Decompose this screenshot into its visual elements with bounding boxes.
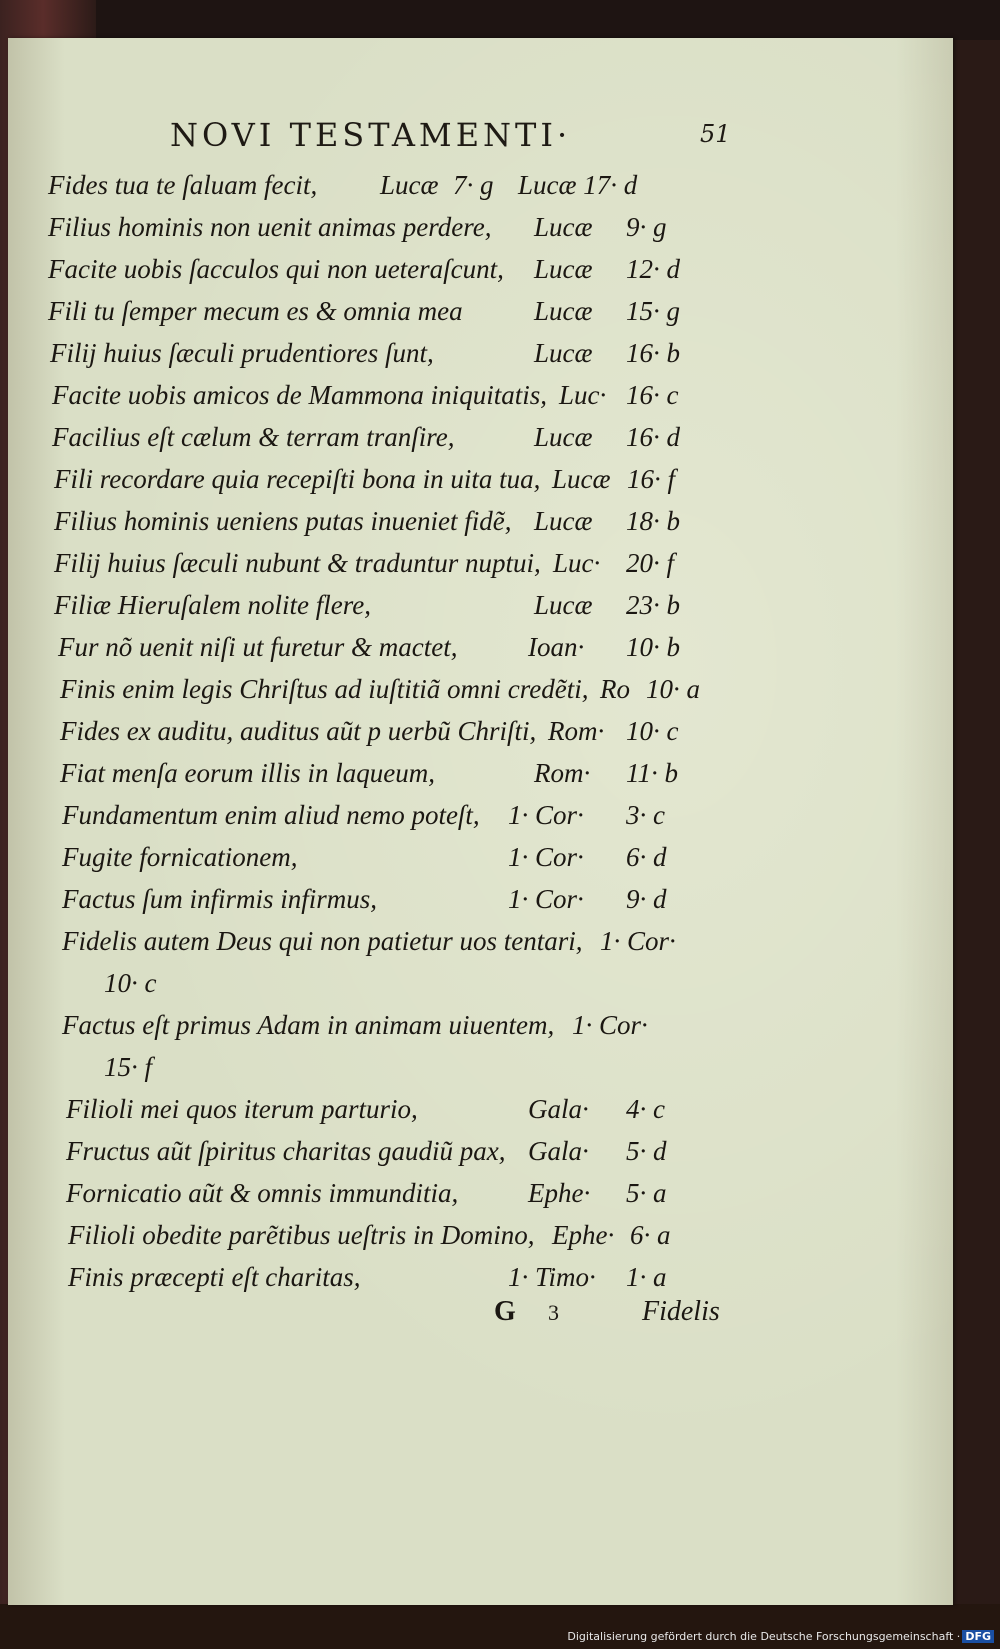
entry-reference: 3· c <box>626 800 665 830</box>
entry-reference: 5· d <box>626 1136 667 1166</box>
entry-book: Luc· <box>553 548 601 578</box>
digitization-credit <box>567 1630 994 1643</box>
entry-book: Gala· <box>528 1136 589 1166</box>
index-entry <box>8 880 953 922</box>
entry-book: Lucæ <box>534 338 593 368</box>
entry-text: Finis enim legis Chriſtus ad iuſtitiã omni credẽti, <box>60 674 589 704</box>
index-entry <box>8 334 953 376</box>
index-entry <box>8 922 953 964</box>
entry-book: 1· Cor· <box>508 884 584 914</box>
index-entry <box>8 250 953 292</box>
entry-reference: 16· c <box>626 380 679 410</box>
entry-reference: 6· d <box>626 842 667 872</box>
entry-reference: 16· d <box>626 422 680 452</box>
credit-text: Digitalisierung gefördert durch die Deutsche Forschungsgemeinschaft · <box>567 1630 961 1643</box>
index-entry <box>8 544 953 586</box>
entry-reference: 18· b <box>626 506 680 536</box>
entry-text: Filioli obedite parẽtibus ueſtris in Domino, <box>68 1220 535 1250</box>
entry-reference: 12· d <box>626 254 680 284</box>
entry-text: Facilius eſt cælum & terram tranſire, <box>52 422 455 452</box>
entry-book: Lucæ <box>380 170 439 200</box>
index-entry <box>8 1174 953 1216</box>
index-entry <box>8 628 953 670</box>
index-entry <box>8 1006 953 1048</box>
entry-reference: 23· b <box>626 590 680 620</box>
entry-text: Fornicatio aũt & omnis immunditia, <box>66 1178 459 1208</box>
entry-book: Luc· <box>559 380 607 410</box>
index-entry <box>8 1216 953 1258</box>
entry-book: Ephe· <box>528 1178 591 1208</box>
index-entry <box>8 502 953 544</box>
entry-text: Filioli mei quos iterum parturio, <box>66 1094 418 1124</box>
entry-reference: 1· a <box>626 1262 667 1292</box>
entry-book: Rom· <box>534 758 591 788</box>
entry-text: Fructus aũt ſpiritus charitas gaudiũ pax, <box>66 1136 506 1166</box>
index-entry <box>8 376 953 418</box>
entry-book: Ro <box>600 674 630 704</box>
index-entry <box>8 754 953 796</box>
entry-book: Lucæ <box>534 212 593 242</box>
entry-text: Filij huius ſæculi prudentiores ſunt, <box>50 338 434 368</box>
index-entry <box>8 292 953 334</box>
index-entry <box>8 208 953 250</box>
entry-text: Fili tu ſemper mecum es & omnia mea <box>48 296 463 326</box>
entry-reference: 9· d <box>626 884 667 914</box>
entry-text: Filiæ Hieruſalem nolite flere, <box>54 590 371 620</box>
index-entry <box>8 1132 953 1174</box>
signature-number: 3 <box>548 1300 559 1325</box>
entry-text: Fidelis autem Deus qui non patietur uos tentari, <box>62 926 583 956</box>
index-entry <box>8 460 953 502</box>
catchword: Fidelis <box>642 1296 720 1327</box>
entry-text: Fides ex auditu, auditus aũt p uerbũ Chriſti, <box>60 716 537 746</box>
entry-reference: 5· a <box>626 1178 667 1208</box>
entry-reference: 10· a <box>646 674 700 704</box>
entry-text: Fur nõ uenit niſi ut furetur & mactet, <box>58 632 458 662</box>
entry-text: Facite uobis ſacculos qui non ueteraſcunt, <box>48 254 504 284</box>
entry-text: Fundamentum enim aliud nemo poteſt, <box>62 800 480 830</box>
running-head: NOVI TESTAMENTI· <box>170 116 572 154</box>
entry-text: Fili recordare quia recepiſti bona in uita tua, <box>54 464 541 494</box>
index-entry <box>8 586 953 628</box>
index-entry <box>8 418 953 460</box>
entry-book: 1· Cor· <box>508 800 584 830</box>
entry-book: Lucæ <box>534 506 593 536</box>
entry-reference: 6· a <box>630 1220 671 1250</box>
continuation-reference: 15· f <box>104 1052 153 1082</box>
entry-extra-reference: Lucæ 17· d <box>518 170 638 200</box>
index-entry <box>8 838 953 880</box>
entry-book: Lucæ <box>534 422 593 452</box>
index-entry <box>8 670 953 712</box>
index-entry <box>8 796 953 838</box>
signature-mark: G <box>494 1296 516 1327</box>
entry-book: Gala· <box>528 1094 589 1124</box>
book-page <box>8 38 953 1605</box>
entry-book: Lucæ <box>534 254 593 284</box>
index-entry <box>8 1258 953 1300</box>
entry-book: 1· Cor· <box>572 1010 648 1040</box>
entry-book: Rom· <box>548 716 605 746</box>
entry-text: Filius hominis non uenit animas perdere, <box>48 212 492 242</box>
entry-reference: 4· c <box>626 1094 665 1124</box>
entry-text: Factus ſum infirmis infirmus, <box>62 884 378 914</box>
entry-reference: 11· b <box>626 758 678 788</box>
entry-continuation <box>8 964 953 1006</box>
binding-top <box>0 0 1000 40</box>
entry-text: Fiat menſa eorum illis in laqueum, <box>60 758 435 788</box>
entry-text: Factus eſt primus Adam in animam uiuentem, <box>62 1010 555 1040</box>
entry-text: Facite uobis amicos de Mammona iniquitatis, <box>52 380 547 410</box>
entry-reference: 10· c <box>626 716 679 746</box>
entry-text: Filius hominis ueniens putas inueniet fidẽ, <box>54 506 512 536</box>
page-number: 51 <box>700 120 731 148</box>
entry-continuation <box>8 1048 953 1090</box>
continuation-reference: 10· c <box>104 968 157 998</box>
index-entry <box>8 712 953 754</box>
entry-reference: 20· f <box>626 548 675 578</box>
entry-reference: 16· b <box>626 338 680 368</box>
index-entry <box>8 1090 953 1132</box>
entry-text: Fugite fornicationem, <box>62 842 298 872</box>
dfg-logo: DFG <box>962 1630 994 1643</box>
entry-book: 1· Cor· <box>508 842 584 872</box>
entry-book: Lucæ <box>552 464 611 494</box>
entry-text: Finis præcepti eſt charitas, <box>68 1262 361 1292</box>
entry-book: Ioan· <box>528 632 585 662</box>
entry-text: Filij huius ſæculi nubunt & traduntur nuptui, <box>54 548 541 578</box>
entry-book: Lucæ <box>534 296 593 326</box>
index-entries <box>8 166 953 1300</box>
entry-book: Ephe· <box>552 1220 615 1250</box>
entry-reference: 10· b <box>626 632 680 662</box>
entry-reference: 9· g <box>626 212 667 242</box>
entry-book: Lucæ <box>534 590 593 620</box>
entry-book: 1· Timo· <box>508 1262 596 1292</box>
entry-reference: 15· g <box>626 296 680 326</box>
entry-text: Fides tua te ſaluam fecit, <box>48 170 318 200</box>
entry-book: 1· Cor· <box>600 926 676 956</box>
entry-reference: 16· f <box>627 464 676 494</box>
entry-reference: 7· g <box>453 170 494 200</box>
index-entry <box>8 166 953 208</box>
page-footer <box>8 1296 953 1336</box>
